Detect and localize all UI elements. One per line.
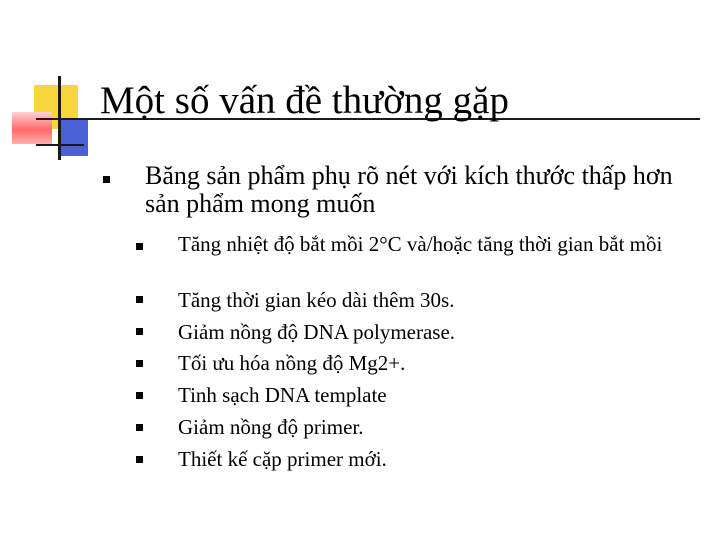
bullet-icon	[136, 392, 143, 399]
sub-bullet-text: Tinh sạch DNA template	[178, 383, 387, 407]
bullet-icon	[103, 176, 110, 183]
bullet-icon	[136, 328, 143, 335]
sub-bullet-text: Tăng thời gian kéo dài thêm 30s.	[178, 288, 455, 312]
bullet-icon	[136, 424, 143, 431]
sub-bullet-text: Tối ưu hóa nồng độ Mg2+.	[178, 351, 406, 375]
sub-bullet-text: Giảm nồng độ DNA polymerase.	[178, 320, 456, 344]
main-bullet-text: Băng sản phẩm phụ rõ nét với kích thước thấp hơn sản phẩm mong muốn	[145, 161, 673, 218]
bullet-icon	[136, 243, 143, 250]
slide-title: Một số vấn đề thường gặp	[100, 79, 509, 122]
decor-red-square	[12, 112, 52, 144]
sub-bullet-text: Giảm nồng độ primer.	[178, 415, 364, 439]
bullet-icon	[136, 296, 143, 303]
bullet-icon	[136, 360, 143, 367]
decor-short-line	[36, 144, 84, 146]
sub-bullet-text: Thiết kế cặp primer mới.	[178, 447, 387, 471]
bullet-icon	[136, 456, 143, 463]
sub-bullet-text: Tăng nhiệt độ bắt mồi 2°C và/hoặc tăng thời gian bắt mồi	[178, 232, 663, 256]
decor-blue-square	[58, 118, 88, 156]
